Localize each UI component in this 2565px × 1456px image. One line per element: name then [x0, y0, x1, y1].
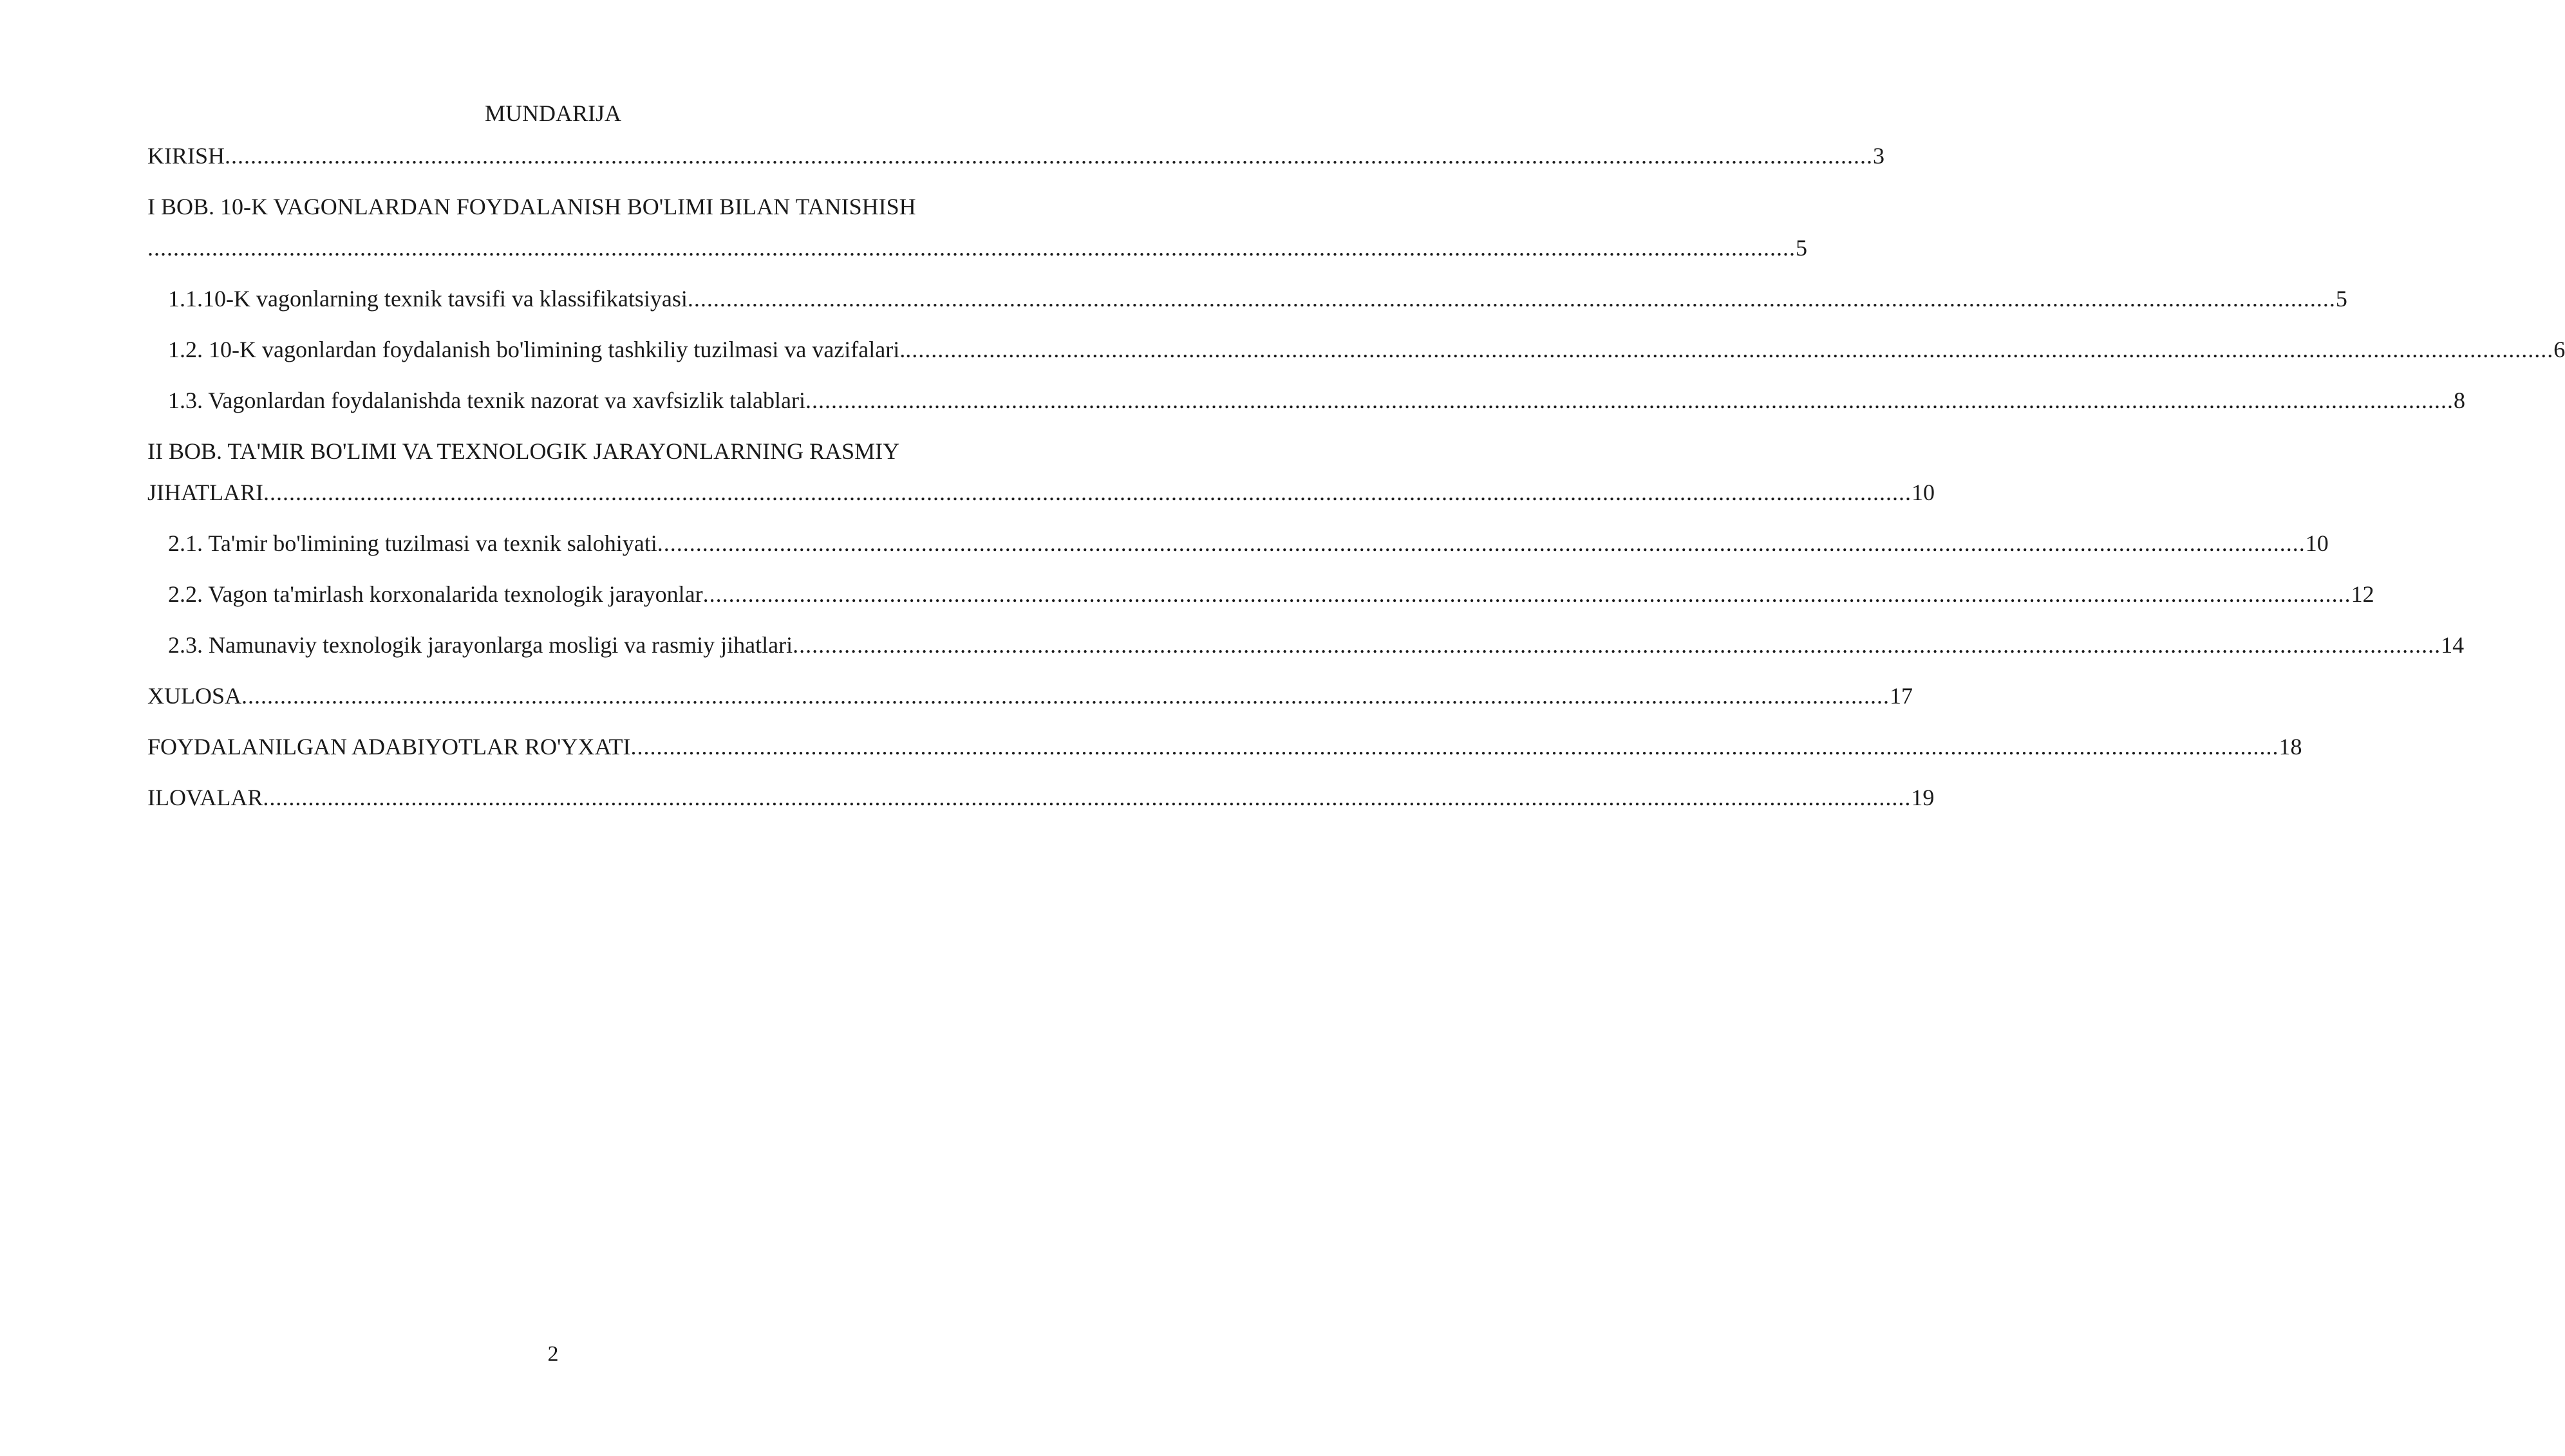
toc-entry-label: KIRISH [147, 143, 225, 169]
toc-entry-2-1[interactable] [147, 528, 2329, 559]
dot-leader [793, 630, 2441, 660]
toc-page-number: 5 [2335, 286, 2347, 312]
dot-leader [147, 232, 1796, 263]
toc-page-number: 19 [1911, 785, 1935, 810]
toc-entry-ilovalar[interactable] [147, 782, 1935, 813]
toc-page-number: 12 [2351, 581, 2374, 607]
toc-entry-1-2[interactable] [147, 334, 2565, 365]
toc-page-number: 5 [1796, 235, 1807, 261]
toc-page-number: 3 [1873, 143, 1885, 169]
toc-page-number: 8 [2454, 387, 2465, 413]
toc-page-number: 10 [2305, 530, 2329, 556]
dot-leader [225, 140, 1873, 171]
toc-entry-label: 2.2. Vagon ta'mirlash korxonalarida texnologik jarayonlar [168, 581, 703, 607]
toc-page-number: 14 [2441, 632, 2465, 658]
page-number: 2 [547, 1342, 559, 1366]
toc-title: MUNDARIJA [484, 100, 621, 126]
dot-leader [688, 283, 2336, 314]
table-of-contents [147, 140, 2565, 833]
toc-page-number: 6 [2553, 337, 2565, 362]
toc-entry-adabiyotlar[interactable] [147, 731, 2302, 762]
toc-entry-label: 10-K vagonlarning texnik tavsifi va klassifikatsiyasi [203, 286, 688, 312]
toc-entry-label: 2.1. Ta'mir bo'limining tuzilmasi va texnik salohiyati [168, 530, 657, 556]
toc-entry-bob2[interactable] [147, 436, 1935, 508]
toc-page-number: 17 [1890, 683, 1913, 709]
toc-entry-label: FOYDALANILGAN ADABIYOTLAR RO'YXATI [147, 734, 631, 760]
toc-entry-xulosa[interactable] [147, 680, 1913, 711]
toc-entry-1-1[interactable] [147, 283, 2347, 314]
toc-entry-kirish[interactable] [147, 140, 1885, 171]
toc-entry-label-line1: II BOB. TA'MIR BO'LIMI VA TEXNOLOGIK JARAYONLARNING RASMIY [147, 438, 900, 464]
toc-entry-2-3[interactable] [147, 630, 2465, 660]
toc-entry-label: XULOSA [147, 683, 242, 709]
toc-page-number: 10 [1911, 480, 1935, 505]
dot-leader [263, 782, 1911, 813]
dot-leader [263, 477, 1912, 508]
dot-leader [805, 385, 2454, 416]
dot-leader [630, 731, 2278, 762]
toc-entry-1-3[interactable] [147, 385, 2465, 416]
toc-page-number: 18 [2278, 734, 2302, 760]
dot-leader [905, 334, 2553, 365]
toc-entry-2-2[interactable] [147, 579, 2374, 610]
dot-leader [703, 579, 2351, 610]
dot-leader [657, 528, 2306, 559]
toc-entry-label: I BOB. 10-K VAGONLARDAN FOYDALANISH BO'LIMI BILAN TANISHISH [147, 194, 916, 219]
toc-entry-label: ILOVALAR [147, 785, 263, 810]
dot-leader [241, 680, 1890, 711]
toc-entry-label: 1.2. 10-K vagonlardan foydalanish bo'limining tashkiliy tuzilmasi va vazifalari. [168, 337, 906, 362]
toc-entry-label-line2: JIHATLARI [147, 480, 263, 505]
toc-section-number: 1.1. [168, 286, 203, 312]
toc-entry-label: 2.3. Namunaviy texnologik jarayonlarga mosligi va rasmiy jihatlari [168, 632, 793, 658]
toc-entry-label: 1.3. Vagonlardan foydalanishda texnik nazorat va xavfsizlik talablari [168, 387, 805, 413]
toc-entry-bob1[interactable] [147, 191, 1807, 263]
